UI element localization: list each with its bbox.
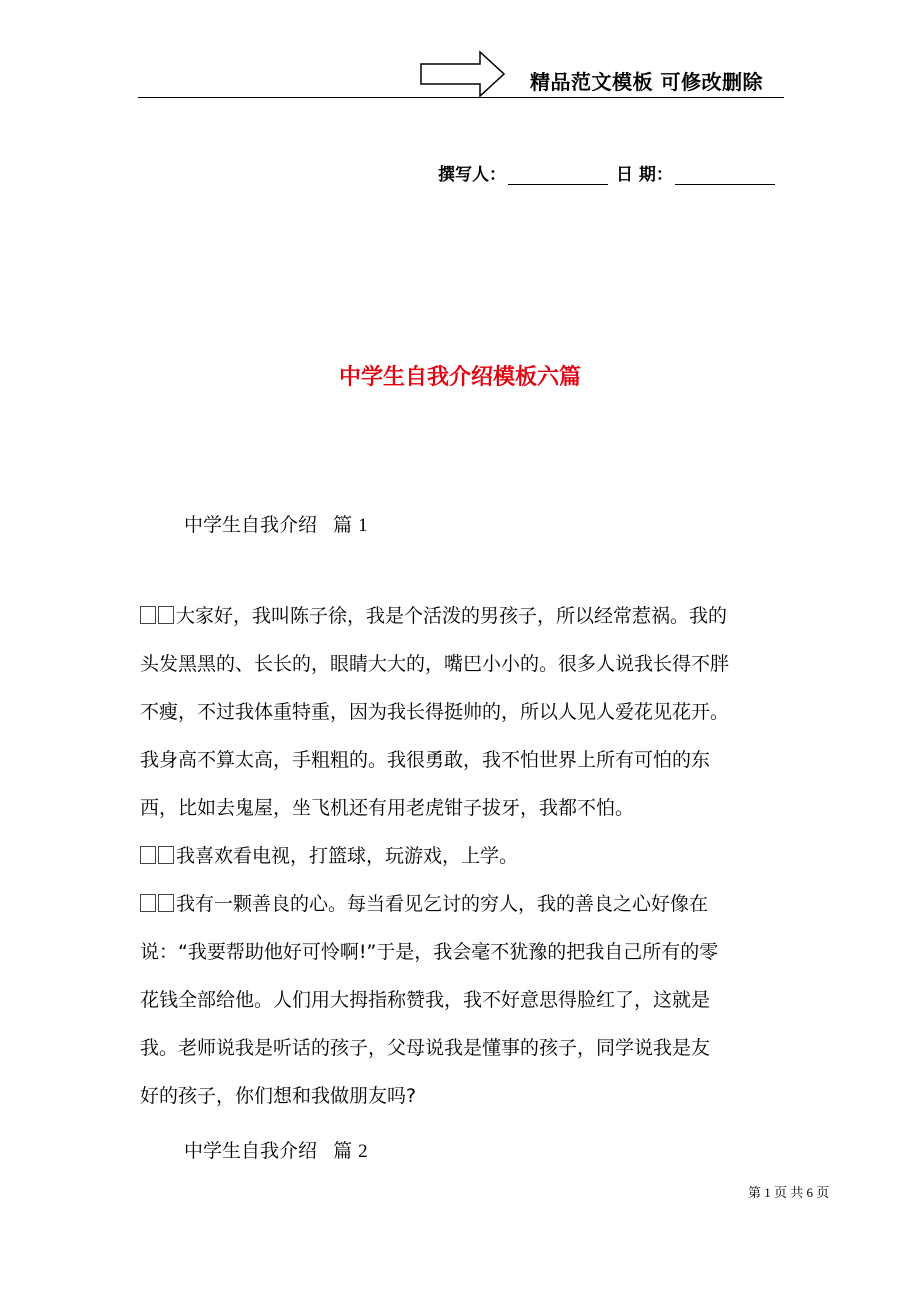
indent-box	[140, 846, 156, 864]
section-number: 1	[358, 515, 368, 536]
paragraph-line	[140, 880, 790, 928]
paragraph-line	[140, 592, 790, 640]
paragraph-line: 好的孩子，你们想和我做朋友吗?	[140, 1085, 417, 1107]
indent-box	[140, 606, 156, 624]
paragraph-3	[140, 880, 790, 1120]
section-heading-1	[184, 510, 368, 537]
section-number: 2	[358, 1141, 368, 1162]
author-date-line	[438, 160, 777, 185]
paragraph-line: 我身高不算太高，手粗粗的。我很勇敢，我不怕世界上所有可怕的东	[140, 749, 711, 771]
paragraph-line: 西，比如去鬼屋，坐飞机还有用老虎钳子拔牙，我都不怕。	[140, 797, 635, 819]
paragraph-line: 花钱全部给他。人们用大拇指称赞我，我不好意思得脸红了，这就是	[140, 989, 711, 1011]
author-label: 撰写人：	[438, 165, 506, 185]
section-label: 篇	[333, 514, 353, 536]
paragraph-line: 头发黑黑的、长长的，眼睛大大的，嘴巴小小的。很多人说我长得不胖	[140, 653, 730, 675]
indent-box	[158, 894, 174, 912]
indent-box	[140, 894, 156, 912]
section-heading-2	[184, 1136, 368, 1163]
paragraph-2	[140, 832, 790, 880]
line-text: 我喜欢看电视，打篮球，玩游戏，上学。	[176, 845, 519, 867]
date-label: 日 期：	[616, 165, 673, 185]
header-text: 精品范文模板 可修改删除	[530, 70, 763, 94]
paragraph-line: 说：“我要帮助他好可怜啊!”于是，我会毫不犹豫的把我自己所有的零	[140, 941, 719, 963]
section-label: 篇	[333, 1140, 353, 1162]
header-divider	[138, 97, 784, 98]
paragraph-line: 不瘦，不过我体重特重，因为我长得挺帅的，所以人见人爱花见花开。	[140, 701, 730, 723]
author-blank	[508, 166, 608, 185]
paragraph-1	[140, 592, 790, 832]
section-heading-text: 中学生自我介绍	[184, 1140, 318, 1162]
arrow-icon	[420, 50, 506, 98]
document-title: 中学生自我介绍模板六篇	[338, 365, 581, 390]
line-text: 大家好，我叫陈子徐，我是个活泼的男孩子，所以经常惹祸。我的	[176, 605, 728, 627]
paragraph-line	[140, 832, 790, 880]
paragraph-line: 我。老师说我是听话的孩子，父母说我是懂事的孩子，同学说我是友	[140, 1037, 711, 1059]
page-footer: 第 1 页 共 6 页	[748, 1185, 830, 1200]
date-blank	[675, 166, 775, 185]
indent-box	[158, 846, 174, 864]
line-text: 我有一颗善良的心。每当看见乞讨的穷人，我的善良之心好像在	[176, 893, 709, 915]
indent-box	[158, 606, 174, 624]
section-heading-text: 中学生自我介绍	[184, 514, 318, 536]
